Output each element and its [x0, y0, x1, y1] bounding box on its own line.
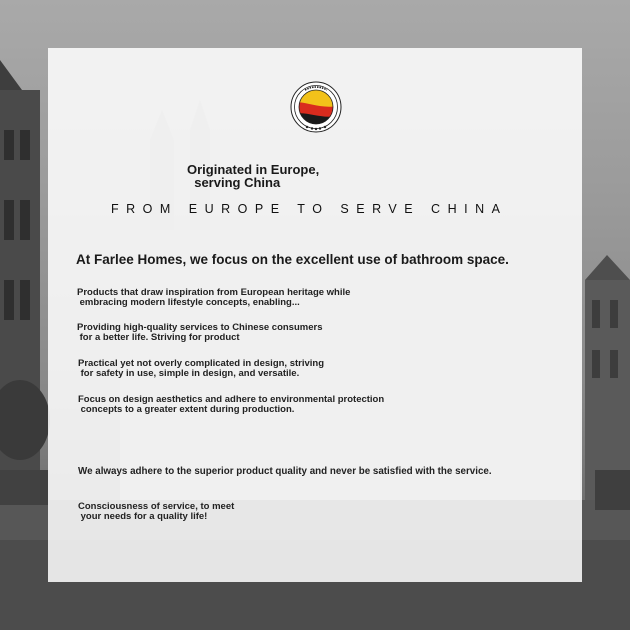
origin-line-1: Originated in Europe,: [187, 162, 320, 177]
tagline: FROM EUROPE TO SERVE CHINA: [111, 202, 508, 216]
paragraph-design: [78, 359, 324, 378]
paragraph-line: Products that draw inspiration from European heritage while: [77, 287, 351, 298]
paragraph-line: concepts to a greater extent during production.: [78, 403, 295, 415]
paragraph-line: Consciousness of service, to meet: [78, 501, 235, 512]
paragraph-services: [77, 323, 322, 342]
paragraph-line: for a better life. Striving for product: [77, 331, 240, 343]
paragraph-line: We always adhere to the superior product quality and never be satisfied with the service.: [78, 466, 492, 477]
paragraph-environment: [78, 395, 384, 414]
paragraph-line: Providing high-quality services to Chinese consumers: [77, 322, 323, 333]
headline: At Farlee Homes, we focus on the excellent use of bathroom space.: [76, 252, 509, 267]
origin-line-2: serving China: [187, 175, 281, 190]
paragraph-heritage: [77, 288, 350, 307]
paragraph-quality: [78, 467, 492, 477]
paragraph-line: for safety in use, simple in design, and versatile.: [78, 367, 300, 379]
origin-heading: [187, 163, 319, 189]
paragraph-line: Practical yet not overly complicated in design, striving: [78, 358, 325, 369]
paragraph-line: embracing modern lifestyle concepts, enabling...: [77, 296, 300, 308]
globe-emblem-icon: [290, 81, 342, 133]
paragraph-line: your needs for a quality life!: [78, 510, 208, 522]
brand-logo: [290, 81, 342, 133]
paragraph-service-consciousness: [78, 502, 234, 521]
paragraph-line: Focus on design aesthetics and adhere to environmental protection: [78, 394, 385, 405]
